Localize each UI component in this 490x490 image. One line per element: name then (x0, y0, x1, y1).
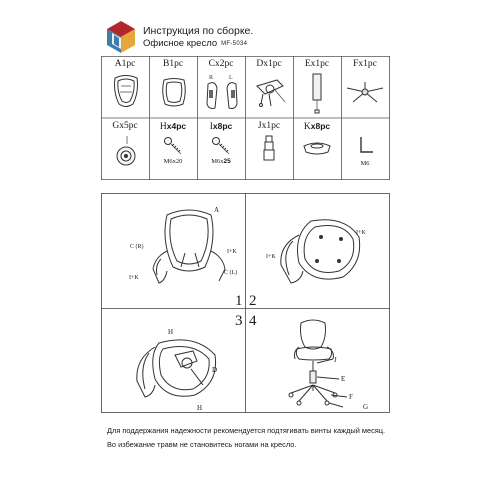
screw-h-spec: M6x20 (163, 158, 183, 165)
callout-ik-step2b: I+K (266, 254, 276, 260)
step-1-number: 1 (235, 293, 243, 309)
part-label-f: Fx1pc (353, 59, 377, 69)
callout-a-step1: A (214, 206, 220, 214)
part-label-k: Kx8pc (303, 121, 331, 132)
cover-sleeve-icon (261, 134, 277, 164)
washer-part-icon (301, 138, 333, 158)
part-label-c: Cx2pc (208, 59, 234, 69)
step-4-number: 4 (249, 313, 257, 329)
callout-c-l: C (L) (224, 270, 238, 276)
callout-e: E (341, 375, 346, 383)
step-3-illustration (115, 327, 241, 409)
screw-i-icon (211, 136, 233, 158)
step-1-illustration (111, 201, 241, 305)
callout-ik-step1a: I+K (227, 249, 237, 255)
assembly-steps (101, 193, 390, 413)
maintenance-note: Для поддержания надежности рекомендуется подтягивать винты каждый месяц. (107, 426, 386, 435)
callout-d: D (212, 366, 218, 374)
screw-h-icon (163, 136, 185, 158)
base-part-icon (345, 78, 385, 108)
model-number: MF-5034 (221, 41, 248, 47)
seat-part-icon (159, 74, 189, 110)
gas-lift-part-icon (307, 70, 327, 114)
callout-f: F (349, 393, 353, 401)
callout-ik-step2a: I+K (356, 230, 366, 236)
step-4-illustration (281, 313, 377, 409)
part-label-i: Ix8pc (209, 121, 233, 132)
document-title: Инструкция по сборке. (143, 25, 254, 37)
callout-g: G (363, 403, 369, 411)
part-label-j: Jx1pc (257, 121, 281, 131)
part-label-e: Ex1pc (304, 59, 330, 69)
armrest-part-icon (203, 70, 241, 114)
mechanism-part-icon (251, 72, 289, 114)
safety-note: Во избежание травм не становитесь ногами на кресло. (107, 440, 297, 449)
document-subtitle: Офисное кресло MF-5034 (143, 38, 248, 49)
part-label-g: Gx5pc (112, 121, 138, 131)
callout-c-r: C (R) (130, 244, 144, 250)
step-2-number: 2 (249, 293, 257, 309)
backrest-part-icon (111, 72, 141, 112)
hex-wrench-icon (357, 134, 377, 156)
screw-i-spec: M6x25 (211, 158, 231, 165)
part-label-a: A1pc (114, 59, 136, 69)
armrest-right-label: R (209, 75, 214, 81)
callout-ik-step1b: I+K (129, 275, 139, 281)
step-3-number: 3 (235, 313, 243, 329)
callout-h-bottom: H (197, 404, 203, 412)
caster-part-icon (113, 134, 141, 168)
armrest-left-label: L (229, 75, 233, 81)
parts-table (101, 56, 390, 180)
callout-j: J (334, 356, 337, 364)
brand-logo (106, 20, 136, 54)
callout-h-top: H (168, 328, 174, 336)
part-label-d: Dx1pc (256, 59, 282, 69)
wrench-spec: M6 (360, 160, 370, 167)
part-label-h: Hx4pc (159, 121, 187, 132)
part-label-b: B1pc (162, 59, 184, 69)
